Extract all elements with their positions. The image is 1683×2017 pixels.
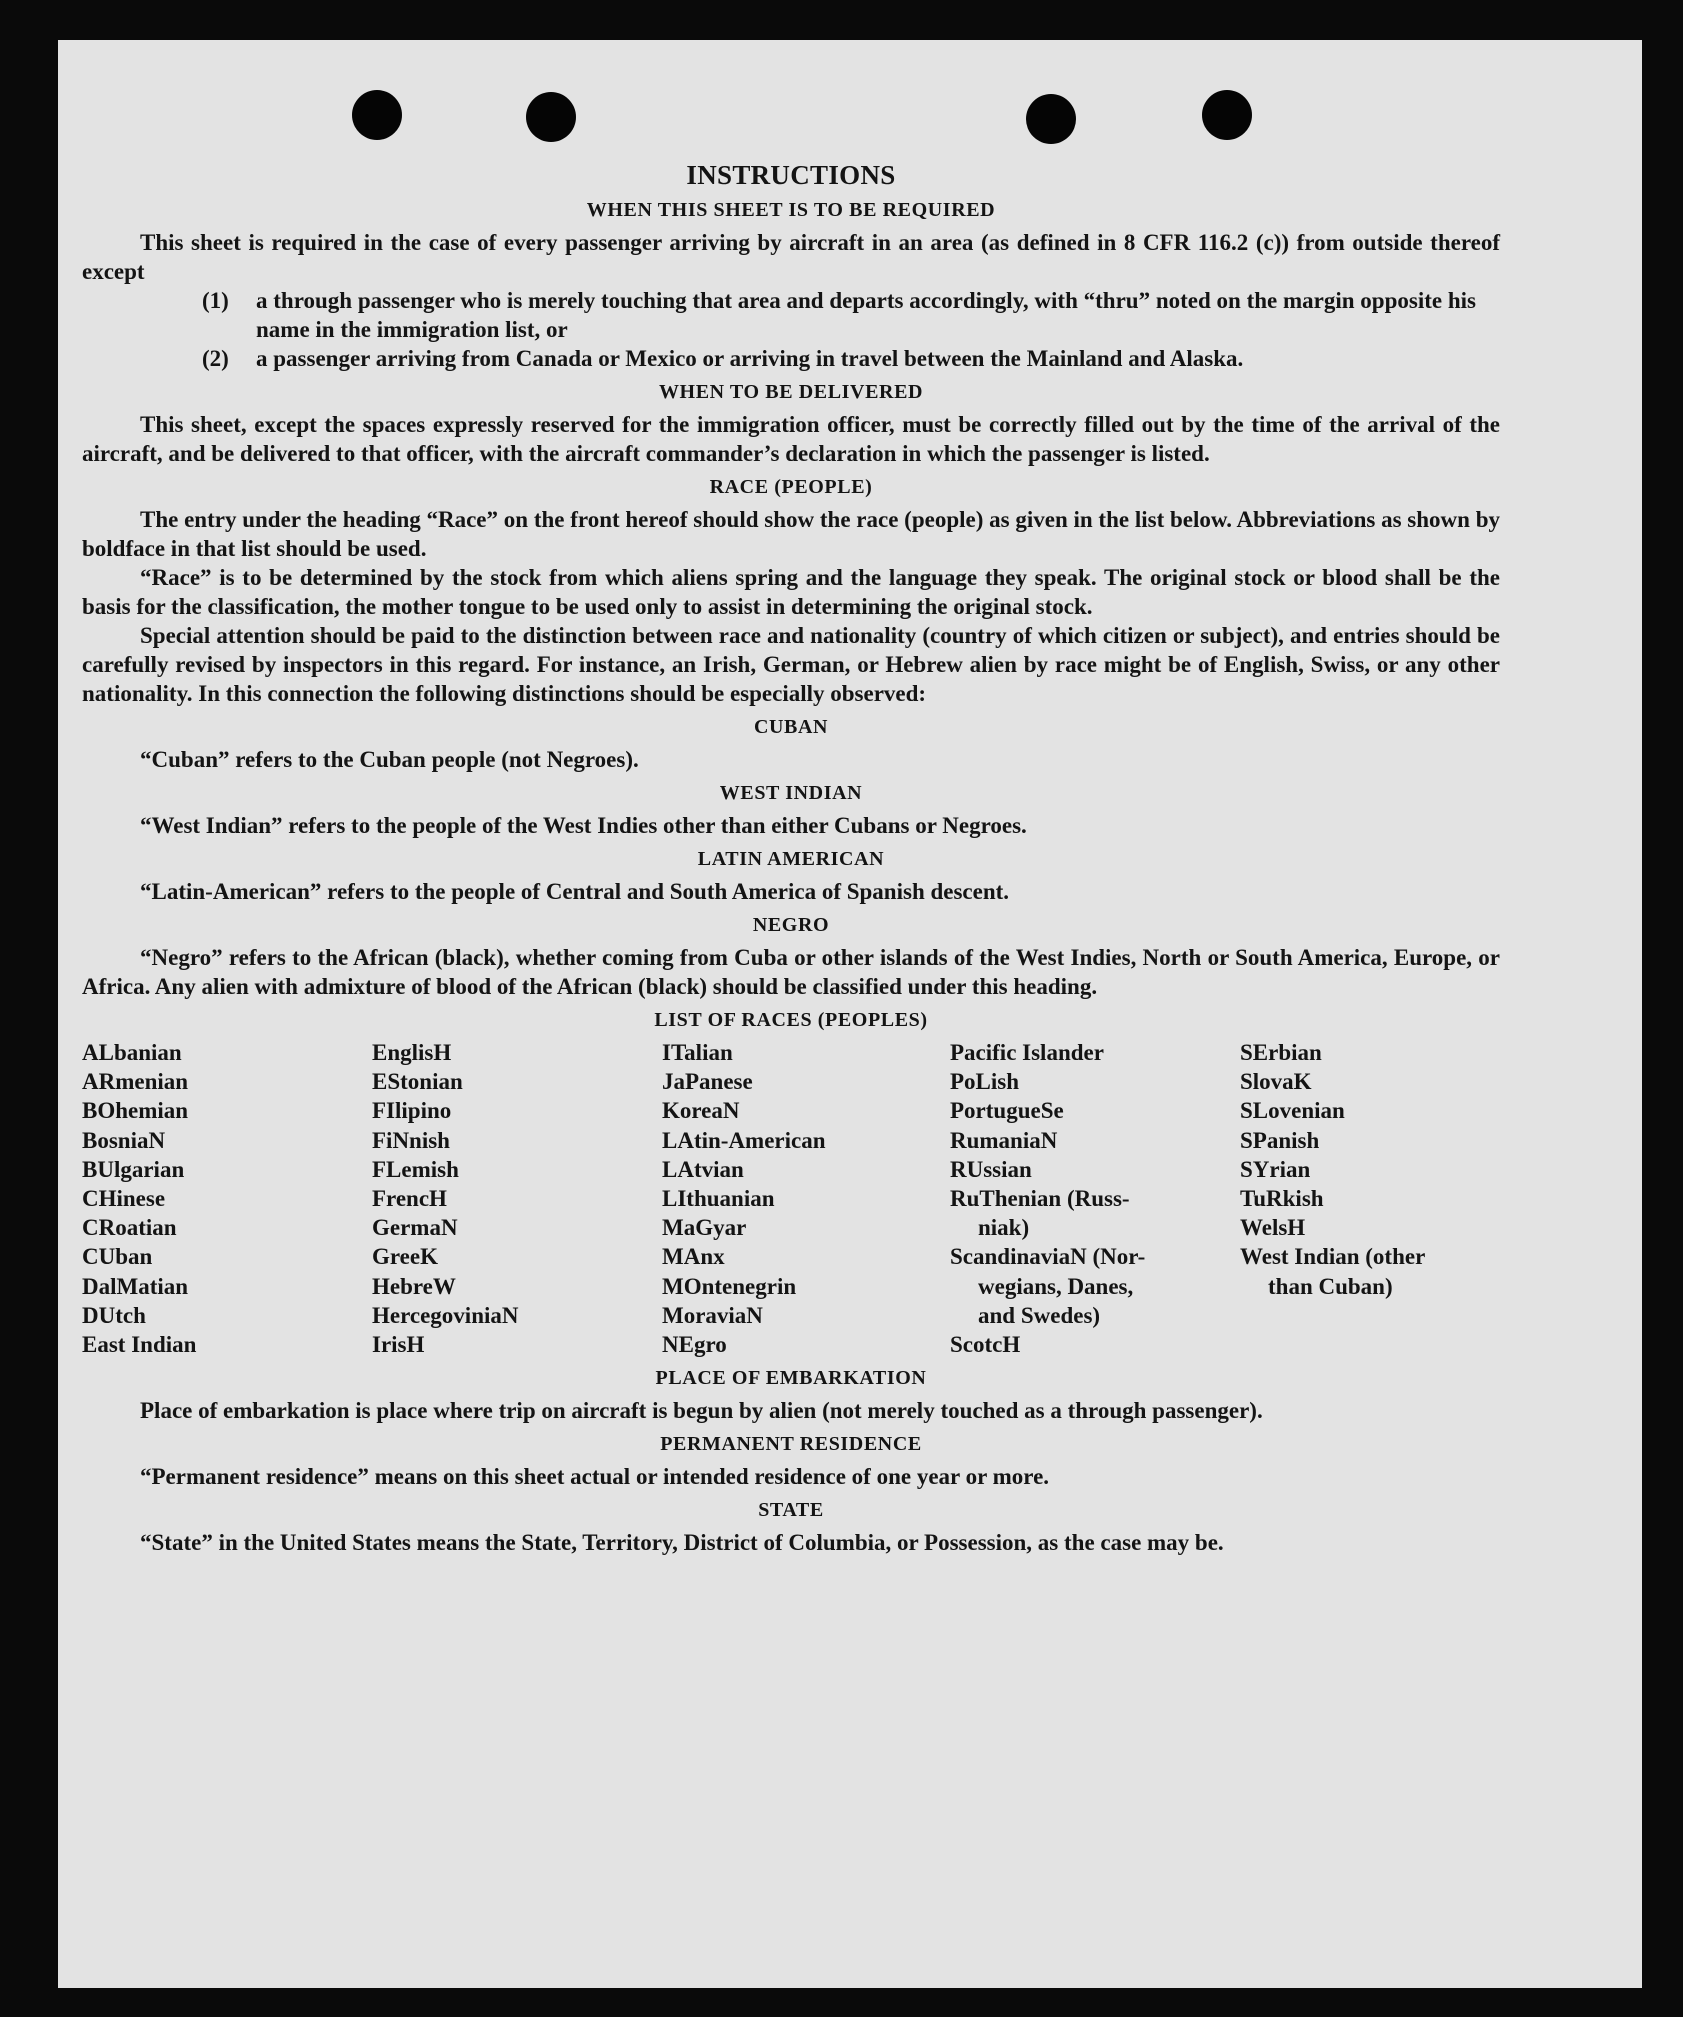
page-title: INSTRUCTIONS bbox=[686, 160, 896, 190]
punch-hole bbox=[352, 90, 402, 140]
section-heading: RACE (PEOPLE) bbox=[709, 476, 873, 498]
races-column bbox=[82, 1038, 372, 1359]
race-entry: PortugueSe bbox=[950, 1098, 1064, 1124]
race-entry: DalMatian bbox=[82, 1273, 189, 1299]
race-entry: Pacific Islander bbox=[950, 1040, 1104, 1065]
race-entry: GermaN bbox=[372, 1215, 458, 1241]
punch-hole bbox=[526, 92, 576, 142]
race-entry: and Swedes) bbox=[978, 1302, 1101, 1328]
race-entry: ScotcH bbox=[950, 1332, 1021, 1358]
section-body: “West Indian” refers to the people of the West Indies other than either Cubans or Negroes. bbox=[140, 813, 1027, 838]
race-entry: ScandinaviaN (Nor- bbox=[950, 1244, 1146, 1270]
race-entry: BUlgarian bbox=[82, 1156, 185, 1182]
race-entry: RuThenian (Russ- bbox=[950, 1186, 1130, 1212]
section-body: “State” in the United States means the State, Territory, District of Columbia, or Possession, as the case may be. bbox=[140, 1530, 1224, 1556]
section-heading: CUBAN bbox=[753, 716, 829, 738]
section-body: “Negro” refers to the African (black), whether coming from Cuba or other islands of the West Indies, North or South America, Europe, or Africa. Any alien with admixture of blood of the African (black) should be classified under this heading. bbox=[82, 945, 1500, 999]
section-heading: WHEN TO BE DELIVERED bbox=[658, 381, 924, 403]
race-entry: KoreaN bbox=[662, 1098, 740, 1124]
race-entry: FIlipino bbox=[372, 1098, 452, 1124]
race-entry: BosniaN bbox=[82, 1127, 166, 1153]
race-entry: MAnx bbox=[662, 1244, 725, 1270]
list-text: a passenger arriving from Canada or Mexico or arriving in travel between the Mainland and Alaska. bbox=[256, 346, 1244, 371]
race-entry: wegians, Danes, bbox=[978, 1273, 1134, 1299]
section-heading: WHEN THIS SHEET IS TO BE REQUIRED bbox=[586, 199, 996, 221]
race-entry: ARmenian bbox=[82, 1069, 189, 1095]
race-entry: FiNnish bbox=[372, 1127, 450, 1153]
race-entry: EnglisH bbox=[372, 1040, 452, 1065]
section-heading: PERMANENT RESIDENCE bbox=[660, 1433, 922, 1456]
race-entry: West Indian (other bbox=[1240, 1244, 1426, 1270]
race-entry: ITalian bbox=[662, 1040, 733, 1065]
race-entry: ALbanian bbox=[82, 1040, 182, 1065]
races-column bbox=[950, 1038, 1240, 1359]
section-body: “Latin-American” refers to the people of Central and South America of Spanish descent. bbox=[140, 879, 1010, 904]
race-entry: HercegoviniaN bbox=[372, 1302, 519, 1328]
instructions-content bbox=[82, 160, 1500, 1557]
section-heading: WEST INDIAN bbox=[719, 782, 863, 804]
race-entry: GreeK bbox=[372, 1244, 438, 1270]
race-entry: LIthuanian bbox=[662, 1186, 775, 1212]
list-number: (1) bbox=[202, 288, 229, 313]
race-entry: MOntenegrin bbox=[662, 1273, 797, 1299]
list-item bbox=[82, 286, 1500, 344]
section-body: The entry under the heading “Race” on the front hereof should show the race (people) as given in the list below. Abbreviations as shown by boldface in that list should be used. bbox=[82, 507, 1500, 561]
section-body: This sheet, except the spaces expressly reserved for the immigration officer, must be correctly filled out by the time of the arrival of the aircraft, and be delivered to that officer, with the aircraft commander’s declaration in which the passenger is listed. bbox=[82, 412, 1500, 466]
race-entry: CRoatian bbox=[82, 1215, 177, 1241]
section-body: This sheet is required in the case of every passenger arriving by aircraft in an area (as defined in 8 CFR 116.2 (c)) from outside thereof except bbox=[82, 230, 1500, 284]
race-entry: FLemish bbox=[372, 1156, 459, 1182]
race-entry: East Indian bbox=[82, 1332, 197, 1358]
section-body: “Cuban” refers to the Cuban people (not Negroes). bbox=[140, 747, 639, 772]
races-list bbox=[82, 1038, 1500, 1359]
punch-hole bbox=[1202, 90, 1252, 140]
section-body: “Race” is to be determined by the stock from which aliens spring and the language they speak. The original stock or blood shall be the basis for the classification, the mother tongue to be used only to assist in determining the original stock. bbox=[82, 565, 1500, 619]
document-sheet bbox=[58, 40, 1642, 1988]
race-entry: CHinese bbox=[82, 1186, 166, 1212]
race-entry: PoLish bbox=[950, 1069, 1020, 1095]
race-entry: JaPanese bbox=[662, 1069, 753, 1095]
race-entry: TuRkish bbox=[1240, 1186, 1324, 1212]
section-heading: PLACE OF EMBARKATION bbox=[655, 1367, 927, 1390]
race-entry: HebreW bbox=[372, 1273, 456, 1299]
race-entry: SPanish bbox=[1240, 1127, 1320, 1153]
race-entry: EStonian bbox=[372, 1069, 463, 1095]
race-entry: MoraviaN bbox=[662, 1302, 763, 1328]
race-entry: SLovenian bbox=[1240, 1098, 1345, 1124]
race-entry: LAtvian bbox=[662, 1156, 744, 1182]
race-entry: CUban bbox=[82, 1244, 153, 1270]
section-heading: LATIN AMERICAN bbox=[697, 848, 885, 870]
list-text: a through passenger who is merely touching that area and departs accordingly, with “thru” noted on the margin opposite his name in the immigration list, or bbox=[256, 288, 1476, 342]
race-entry: RUssian bbox=[950, 1156, 1032, 1182]
race-entry: than Cuban) bbox=[1268, 1273, 1393, 1299]
race-entry: NEgro bbox=[662, 1332, 727, 1358]
punch-hole bbox=[1026, 94, 1076, 144]
section-body: “Permanent residence” means on this sheet actual or intended residence of one year or more. bbox=[140, 1464, 1050, 1490]
race-entry: niak) bbox=[978, 1215, 1030, 1241]
section-heading: NEGRO bbox=[752, 914, 830, 936]
race-entry: SYrian bbox=[1240, 1156, 1311, 1182]
race-entry: RumaniaN bbox=[950, 1127, 1058, 1153]
race-entry: SErbian bbox=[1240, 1040, 1322, 1065]
races-column bbox=[372, 1038, 662, 1359]
race-entry: BOhemian bbox=[82, 1098, 189, 1124]
race-entry: DUtch bbox=[82, 1302, 146, 1328]
section-heading: LIST OF RACES (PEOPLES) bbox=[654, 1009, 928, 1031]
section-body: Special attention should be paid to the distinction between race and nationality (country of which citizen or subject), and entries should be carefully revised by inspectors in this regard. For instance, an Irish, German, or Hebrew alien by race might be of English, Swiss, or any other nationality. In this connection the following distinctions should be especially observed: bbox=[82, 623, 1500, 706]
race-entry: IrisH bbox=[372, 1332, 425, 1358]
section-body: Place of embarkation is place where trip on aircraft is begun by alien (not merely touched as a through passenger). bbox=[140, 1398, 1263, 1424]
list-item bbox=[82, 344, 1500, 373]
race-entry: LAtin-American bbox=[662, 1127, 826, 1153]
race-entry: SlovaK bbox=[1240, 1069, 1312, 1095]
races-column bbox=[662, 1038, 950, 1359]
races-column bbox=[1240, 1038, 1500, 1359]
race-entry: MaGyar bbox=[662, 1215, 747, 1241]
section-heading: STATE bbox=[758, 1499, 824, 1522]
race-entry: FrencH bbox=[372, 1186, 447, 1212]
race-entry: WelsH bbox=[1240, 1215, 1306, 1241]
list-number: (2) bbox=[202, 346, 229, 371]
